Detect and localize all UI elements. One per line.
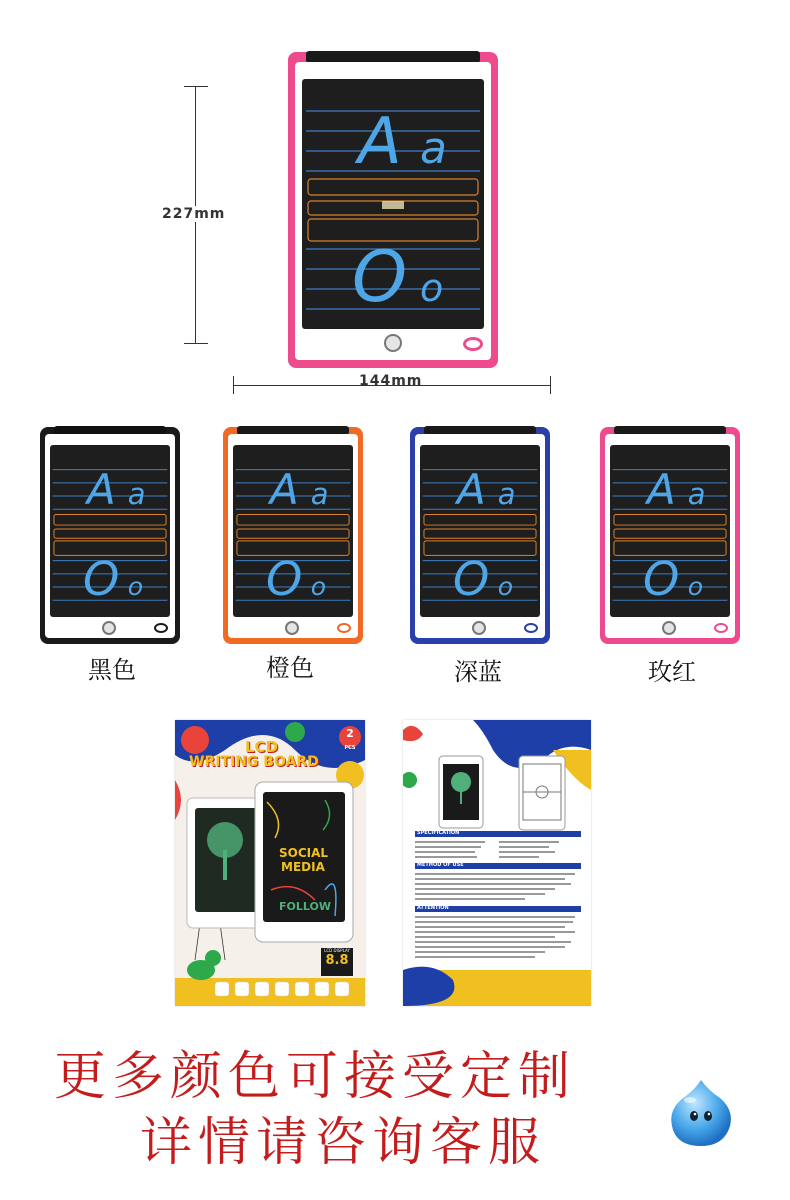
pcs-badge: 2 PCS <box>339 726 361 748</box>
erase-button <box>714 623 728 633</box>
package-title-lcd: LCD <box>245 738 279 756</box>
svg-text:o: o <box>687 571 704 601</box>
color-label-orange: 橙色 <box>266 654 314 682</box>
color-label-black: 黑色 <box>88 656 136 684</box>
writing-sample <box>302 79 484 329</box>
section-specification: SPECIFICATION <box>417 830 460 836</box>
svg-text:o: o <box>127 571 144 601</box>
svg-text:o: o <box>310 571 327 601</box>
tablet-screen <box>302 79 484 329</box>
lock-button <box>472 621 486 635</box>
width-dimension-label: 144mm <box>359 373 423 389</box>
svg-text:A: A <box>86 464 116 514</box>
tablet-screen <box>50 445 170 617</box>
erase-button <box>524 623 538 633</box>
svg-text:a: a <box>127 476 146 511</box>
screen-text-media: MEDIA <box>281 860 325 874</box>
svg-text:O: O <box>452 551 490 606</box>
erase-button <box>463 337 483 351</box>
height-dimension-label: 227mm <box>162 206 226 222</box>
svg-text:O: O <box>265 551 303 606</box>
erase-button <box>154 623 168 633</box>
screen-text-follow: FOLLOW <box>279 900 331 913</box>
lock-button <box>102 621 116 635</box>
letter-lower-a: a <box>420 123 447 174</box>
svg-text:A: A <box>269 464 299 514</box>
color-label-rose: 玫红 <box>648 658 696 686</box>
svg-text:a: a <box>687 476 706 511</box>
svg-text:a: a <box>310 476 329 511</box>
lock-button <box>285 621 299 635</box>
tablet-navy <box>410 427 550 644</box>
tablet-rose <box>600 427 740 644</box>
letter-upper-a: A <box>358 105 402 179</box>
section-method: METHOD OF USE <box>417 862 464 868</box>
tablet-black <box>40 427 180 644</box>
lock-button <box>384 334 402 352</box>
package-back <box>403 720 591 1006</box>
footer-line-2: 详情请咨询客服 <box>140 1113 547 1173</box>
svg-text:o: o <box>497 571 514 601</box>
package-front <box>175 720 365 1006</box>
main-tablet-pink <box>288 52 498 368</box>
lock-button <box>662 621 676 635</box>
tablet-screen <box>420 445 540 617</box>
customer-service-mascot-icon[interactable] <box>668 1078 734 1148</box>
svg-text:O: O <box>82 551 120 606</box>
erase-button <box>337 623 351 633</box>
letter-lower-o: o <box>420 266 444 310</box>
tablet-screen <box>610 445 730 617</box>
screen-text-social: SOCIAL <box>279 846 329 860</box>
package-title-writing-board: WRITING BOARD <box>189 754 319 770</box>
tablet-orange <box>223 427 363 644</box>
section-attention: ATTENTION <box>417 905 449 911</box>
tablet-screen <box>233 445 353 617</box>
svg-text:O: O <box>642 551 680 606</box>
color-label-navy: 深蓝 <box>454 658 502 686</box>
svg-text:A: A <box>646 464 676 514</box>
display-badge: LCD DISPLAY 8.8 <box>321 948 353 976</box>
svg-text:a: a <box>497 476 516 511</box>
svg-text:A: A <box>456 464 486 514</box>
footer-line-1: 更多颜色可接受定制 <box>54 1047 577 1107</box>
letter-upper-o: O <box>352 236 408 318</box>
